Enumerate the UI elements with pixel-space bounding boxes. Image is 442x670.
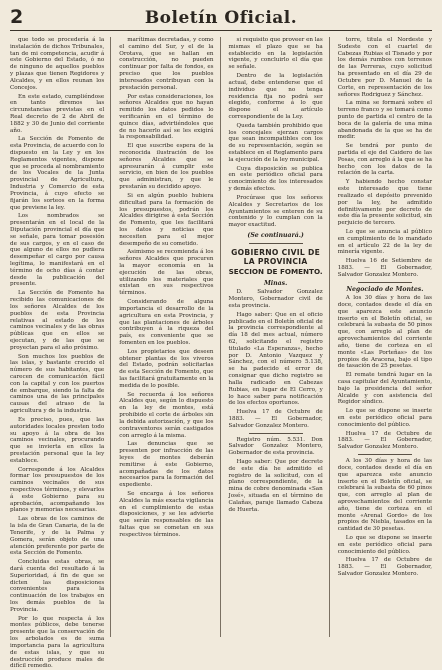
paragraph: Lo que se dispone se inserte en este periódico oficial para conocimiento del público. xyxy=(337,535,432,555)
paragraph: Huelva 17 de Octubre de 1883. — El Gobernador, Salvador Gonzalez Montero. xyxy=(228,409,323,429)
paragraph: Por lo que respecta á los montes públicos, debe tenerse presente que la conservación de los arbolados es de suma importancia para la agricultura de estas islas, y que su destrucción produce males de difícil remedio. xyxy=(10,615,105,670)
paragraph: si requisito que proveer en las mismas el plazo que se ha establecido en la legislación vigente, y concluirlo el día que se señale. xyxy=(228,37,323,71)
paragraph: El que suscribe espera de la reconocida ilustración de los señores Alcaldes que se apresurarán á cumplir este servicio, en bien de los pueblos que administran, y que le prestarán su decidido apoyo. xyxy=(119,143,214,191)
paragraph: Si en algún pueblo hubiera dificultad para la formación de los presupuestos, podrán los Alcaldes dirigirse á esta Sección de Fomento, que les facilitará los datos y noticias que necesiten para el mejor desempeño de su cometido. xyxy=(119,192,214,247)
continued-note: (Se continuará.) xyxy=(247,231,304,239)
paragraph: Se tendrá por punto de partida el eje del Caidero de las Posas, con arreglo á la que se ha hecho con los datos de la relación de la carta. xyxy=(337,143,432,177)
paragraph: Huelva 16 de Setiembre de 1883. — El Gobernador, Salvador Gonzalez Montero. xyxy=(337,258,432,278)
paragraph: Por estas consideraciones, los señores Alcaldes que no hayan remitido los datos pedidos lo verificarán en el término de quince días, advirtiéndoles que de no hacerlo así se les exigirá la responsabilidad. xyxy=(119,93,214,141)
paragraph: Se encarga á los señores Alcaldes la más exacta vigilancia en el cumplimiento de estas disposiciones, y se les advierte que serán responsables de las faltas que se cometan en sus respectivos términos. xyxy=(119,491,214,538)
notice-divider xyxy=(249,433,303,434)
paragraph: Queda también prohibido que los concejales ejerzan cargos que sean incompatibles con los de su representación, según se establece en el Reglamento para la ejecución de la ley municipal. xyxy=(228,122,323,163)
paragraph: A los 30 días y hora de las doce, contados desde el día en que aparezca este anuncio inserto en el Boletín oficial, se celebrará la subasta de 50 pinos que, con arreglo al plan de aprovechamientos del corriente año, tiene de corteza en el monte «Las Porteñas» de los propios de Aracena, bajo el tipo de tasación de 25 pesetas. xyxy=(337,295,432,370)
column-4 xyxy=(338,37,432,637)
paragraph: Huelva 17 de Octubre de 1883. — El Gobernador, Salvador Gonzalez Montero. xyxy=(337,557,432,578)
paragraph: En este estado, cumpliéndose en tanto diremos las circunstancias previstas en el Real decreto de 2 de Abril de 1882 y 30 de Junio del corriente año. xyxy=(10,93,105,134)
paragraph: El remate tendrá lugar en la casa capitular del Ayuntamiento, bajo la presidencia del señor Alcalde y con asistencia del Regidor síndico. xyxy=(337,372,432,406)
paragraph: Considerando de alguna importancia el desarrollo de la agricultura en esta Provincia, y que las plantaciones de árboles contribuyen á la riqueza del país, es conveniente que se fomenten en los pueblos. xyxy=(119,299,214,346)
column-1 xyxy=(10,37,111,670)
minas-heading: Minas. xyxy=(263,279,288,287)
paragraph: Es preciso, pues, que las autoridades locales presten todo su apoyo á la obra de los caminos vecinales, procurando que se invierta en ellos la prestación personal que la ley establece. xyxy=(10,416,105,464)
paragraph: Procúrase que los señores Alcaldes y Secretarios de los Ayuntamientos se enteren de su contenido y lo cumplan con la mayor exactitud. xyxy=(228,194,323,229)
paragraph: Los nombrados se presentarán en el local de la Diputación provincial el día que se señale, para tomar posesión de sus cargos, y en el caso de que alguno de ellos no pudiera desempeñar el cargo por causa legítima, lo manifestará en el término de ocho días á contar desde la publicación del presente. xyxy=(10,213,105,288)
notice-divider xyxy=(358,282,412,283)
paragraph: Huelva 17 de Octubre de 1883. — El Gobernador, Salvador Gonzalez Montero. xyxy=(337,430,432,451)
paragraph: Las obras de los caminos de la isla de Gran Canaria, de la de Tenerife, y de la Palma y Gomera, serán objeto de una atención preferente por parte de esta Sección de Fomento. xyxy=(10,516,105,557)
paragraph: Lo que se anuncia al público en cumplimiento de lo mandado en el artículo 22 de la ley de minería vigente. xyxy=(337,228,432,256)
minas-notice-1 xyxy=(229,289,323,429)
paragraph: D. Salvador Gonzalez Montero, Gobernador civil de esta provincia. xyxy=(228,289,323,309)
paragraph: A los 30 días y hora de las doce, contados desde el día en que aparezca este anuncio inserto en el Boletín oficial, se celebrará la subasta de 60 pinos que, con arreglo al plan de aprovechamientos del corriente año, tiene de corteza en el monte «Arenal Gordo» de los propios de Niebla, tasados en la cantidad de 30 pesetas. xyxy=(337,458,432,533)
column-3 xyxy=(229,37,330,637)
paragraph: Concluidas estas obras, se dará cuenta del resultado á la Superioridad, á fin de que se dicten las disposiciones convenientes para la continuación de los trabajos en los demás pueblos de la Provincia. xyxy=(10,559,105,613)
paragraph: Registro núm. 5.531. Don Salvador Gonzalez Montero, Gobernador de esta provincia. xyxy=(228,436,323,457)
columns xyxy=(10,37,432,670)
paragraph: Dentro de la legislación actual, debe entenderse que el individuo que no tenga residencia fija no podrá ser elegido, conforme á lo que dispone el artículo correspondiente de la Ley. xyxy=(228,73,323,120)
paragraph: La Sección de Fomento ha recibido las comunicaciones de los señores Alcaldes de los pueblos de esta Provincia relativas al estado de los caminos vecinales y de las obras públicas que en ellos se ejecutan, y de las que se proyectan para el año próximo. xyxy=(10,290,105,351)
paragraph: Asimismo se recomienda á los señores Alcaldes que procuren la mayor economía en la ejecución de las obras, utilizando los materiales que existan en sus respectivos términos. xyxy=(119,249,214,297)
section-heading: GOBIERNO CIVIL DE LA PROVINCIA xyxy=(231,247,321,266)
paragraph: Se recuerda á los señores Alcaldes que, según lo dispuesto en la ley de montes, está prohibido el corte de árboles sin la debida autorización, y que los contraventores serán castigados con arreglo á la misma. xyxy=(119,391,214,439)
column-4-body xyxy=(338,37,432,279)
paragraph: Corresponde á los Alcaldes formar los presupuestos de los caminos vecinales de sus respectivos términos, y elevarlos á este Gobierno para su aprobación, acompañando los planos y memorias necesarias. xyxy=(10,466,105,514)
notice-divider xyxy=(358,454,412,455)
section-divider xyxy=(249,243,303,244)
paragraph: Hago saber: Que por decreto de este día he admitido el registro de la solicitud, con el plano correspondiente, de la mina de cobre denominada «San José», situada en el término de Calañas, paraje llamado Cabeza de Huerta. xyxy=(228,459,323,513)
paragraph: Son muchos los pueblos de las islas, y bastante crecido el número de sus habitantes, que carecen de comunicación fácil con la capital y con los puertos de embarque, siendo la falta de caminos una de las principales causas del atraso de la agricultura y de la industria. xyxy=(10,353,105,415)
paragraph: La Sección de Fomento de esta Provincia, de acuerdo con lo dispuesto en la Ley y en los Reglamentos vigentes, dispone que se proceda al nombramiento de los Vocales de la Junta provincial de Agricultura, Industria y Comercio de esta Provincia, á cuyo efecto se fijarán los sorteos en la forma que previene la ley. xyxy=(10,136,105,211)
section-subheading: SECCION DE FOMENTO. xyxy=(228,267,323,276)
montes-notice-2 xyxy=(338,458,432,578)
page-number: 2 xyxy=(10,6,24,28)
paragraph: torre, titula el Nordeste y Sudeste con el cuartel de Cabezas Rubias el Tisnado y por los demás rumbos con terrenos de las Perreras, cuyo solicitud ha presentado en el día 29 de Octubre por D. Manuel de la Corte, en representación de los señores Rodriguez y Sánchez. xyxy=(337,37,432,98)
paragraph: Cuya disposición se publica en este periódico oficial para conocimiento de los interesados y demás efectos. xyxy=(228,165,323,193)
paragraph: Las denuncias que se presenten por infracción de las leyes de montes deberán remitirse á este Gobierno, acompañadas de los datos necesarios para la formación del expediente. xyxy=(119,441,214,489)
paragraph: La mina se formará sobre el terreno franco y se tomará como punto de partida el centro de la boca de la galería de una mina abandonada de la que se ha de medir. xyxy=(337,100,432,141)
page-header xyxy=(10,6,432,31)
paragraph: marítimas decretadas, y como el camino del Sur, y el de la Orotava, que se hallan en construcción, no pueden continuar por falta de fondos, es preciso que los pueblos interesados contribuyan con la prestación personal. xyxy=(119,37,214,91)
paragraph: Y habiendo hecho constar este interesado que tiene realizado el depósito prevenido por la ley, he admitido definitivamente por decreto de este día la presente solicitud, sin perjuicio de tercero. xyxy=(337,179,432,227)
masthead-title: Boletín Oficial. xyxy=(144,8,298,28)
minas-notice-2 xyxy=(229,437,323,514)
paragraph: Los propietarios que deseen obtener plantas de los viveros del Estado, podrán solicitarlas de esta Sección de Fomento, que las facilitará gratuitamente en la medida de lo posible. xyxy=(119,348,214,389)
paragraph: que todo se procedería á la instalación de dichos Tribunales, tan de mi competencia, acudir á este Gobierno del Estado, ó no de ninguno de aquellos pueblos y plazas que tienen Regidores y Alcaldes, y en ellos reunan los Concejos. xyxy=(10,37,105,91)
paragraph: Hago saber: Que en el oficio publicado en el Boletín oficial de la provincia correspondiente al día 18 del mes actual, número 62, solicitando el registro titulado «La Esperanza», hecho por D. Antonio Vazquez y Sánchez, con el número 5.138, se ha padecido el error de consignar que dicho registro se halla radicado en Cabezas Rubias, en lugar de El Cerro, y lo hace saber para notificación de los efectos oportunos. xyxy=(228,311,323,407)
montes-notice-1 xyxy=(338,295,432,451)
column-3-body xyxy=(229,37,323,229)
montes-heading: Negociado de Montes. xyxy=(346,285,424,293)
column-2 xyxy=(119,37,220,637)
paragraph: Lo que se dispone se inserte en este periódico oficial para conocimiento del público. xyxy=(337,408,432,428)
